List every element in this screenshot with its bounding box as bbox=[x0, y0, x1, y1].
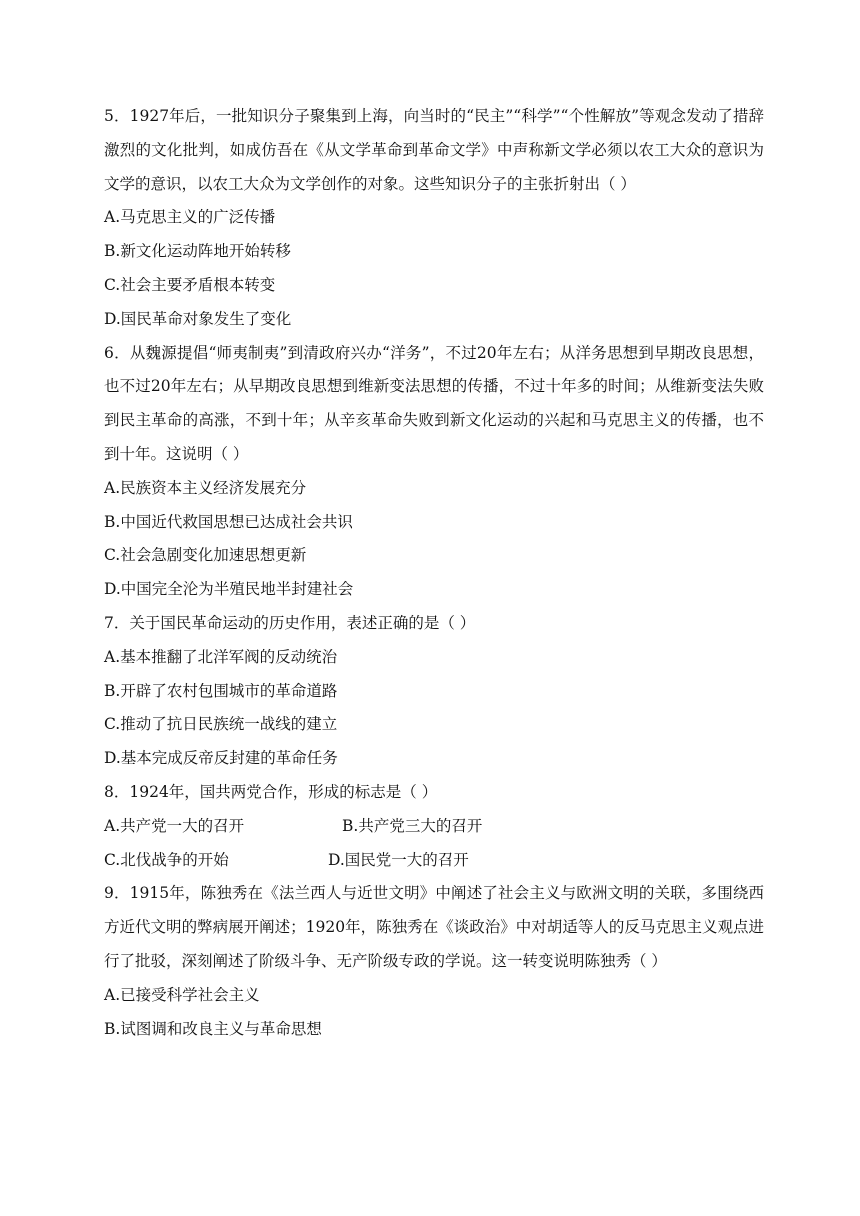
option-b: B.试图调和改良主义与革命思想 bbox=[104, 1019, 322, 1038]
question-stem: 7．关于国民革命运动的历史作用，表述正确的是（ ） bbox=[104, 613, 476, 632]
question-list bbox=[104, 100, 764, 1046]
option-a: A.民族资本主义经济发展充分 bbox=[104, 478, 307, 497]
option-b: B.中国近代救国思想已达成社会共识 bbox=[104, 512, 353, 531]
option-b: B.新文化运动阵地开始转移 bbox=[104, 242, 291, 261]
question-stem: 9．1915年，陈独秀在《法兰西人与近世文明》中阐述了社会主义与欧洲文明的关联，多围绕西方近代文明的弊病展开阐述；1920年，陈独秀在《谈政治》中对胡适等人的反马克思主义观点进行了批驳，深刻阐述了阶级斗争、无产阶级专政的学说。这一转变说明陈独秀（ ） bbox=[104, 884, 764, 970]
option-row bbox=[104, 810, 764, 844]
option-a: A.已接受科学社会主义 bbox=[104, 985, 260, 1004]
question-8 bbox=[104, 776, 764, 877]
option-d: D.中国完全沦为半殖民地半封建社会 bbox=[104, 580, 354, 599]
question-7 bbox=[104, 607, 764, 776]
option-c: C.北伐战争的开始 bbox=[104, 850, 229, 869]
option-c: C.推动了抗日民族统一战线的建立 bbox=[104, 715, 338, 734]
option-a: A.共产党一大的召开 bbox=[104, 816, 245, 835]
question-9 bbox=[104, 877, 764, 1046]
question-stem: 8．1924年，国共两党合作，形成的标志是（ ） bbox=[104, 782, 438, 801]
option-d: D.国民革命对象发生了变化 bbox=[104, 309, 292, 328]
question-6 bbox=[104, 337, 764, 607]
option-a: A.马克思主义的广泛传播 bbox=[104, 208, 276, 227]
option-d: D.基本完成反帝反封建的革命任务 bbox=[104, 749, 338, 768]
option-b: B.共产党三大的召开 bbox=[342, 816, 483, 835]
option-c: C.社会急剧变化加速思想更新 bbox=[104, 546, 307, 565]
option-c: C.社会主要矛盾根本转变 bbox=[104, 275, 276, 294]
option-d: D.国民党一大的召开 bbox=[328, 850, 469, 869]
option-b: B.开辟了农村包围城市的革命道路 bbox=[104, 681, 338, 700]
question-stem: 5．1927年后，一批知识分子聚集到上海，向当时的“民主”“科学”“个性解放”等观念发动了措辞激烈的文化批判，如成仿吾在《从文学革命到革命文学》中声称新文学必须以农工大众的意识为文学的意识，以农工大众为文学创作的对象。这些知识分子的主张折射出（ ） bbox=[104, 107, 764, 193]
option-a: A.基本推翻了北洋军阀的反动统治 bbox=[104, 647, 338, 666]
question-5 bbox=[104, 100, 764, 337]
option-row bbox=[104, 844, 764, 878]
question-stem: 6．从魏源提倡“师夷制夷”到清政府兴办“洋务”，不过20年左右；从洋务思想到早期改良思想，也不过20年左右；从早期改良思想到维新变法思想的传播，不过十年多的时间；从维新变法失败到民主革命的高涨，不到十年；从辛亥革命失败到新文化运动的兴起和马克思主义的传播，也不到十年。这说明（ ） bbox=[104, 343, 764, 463]
